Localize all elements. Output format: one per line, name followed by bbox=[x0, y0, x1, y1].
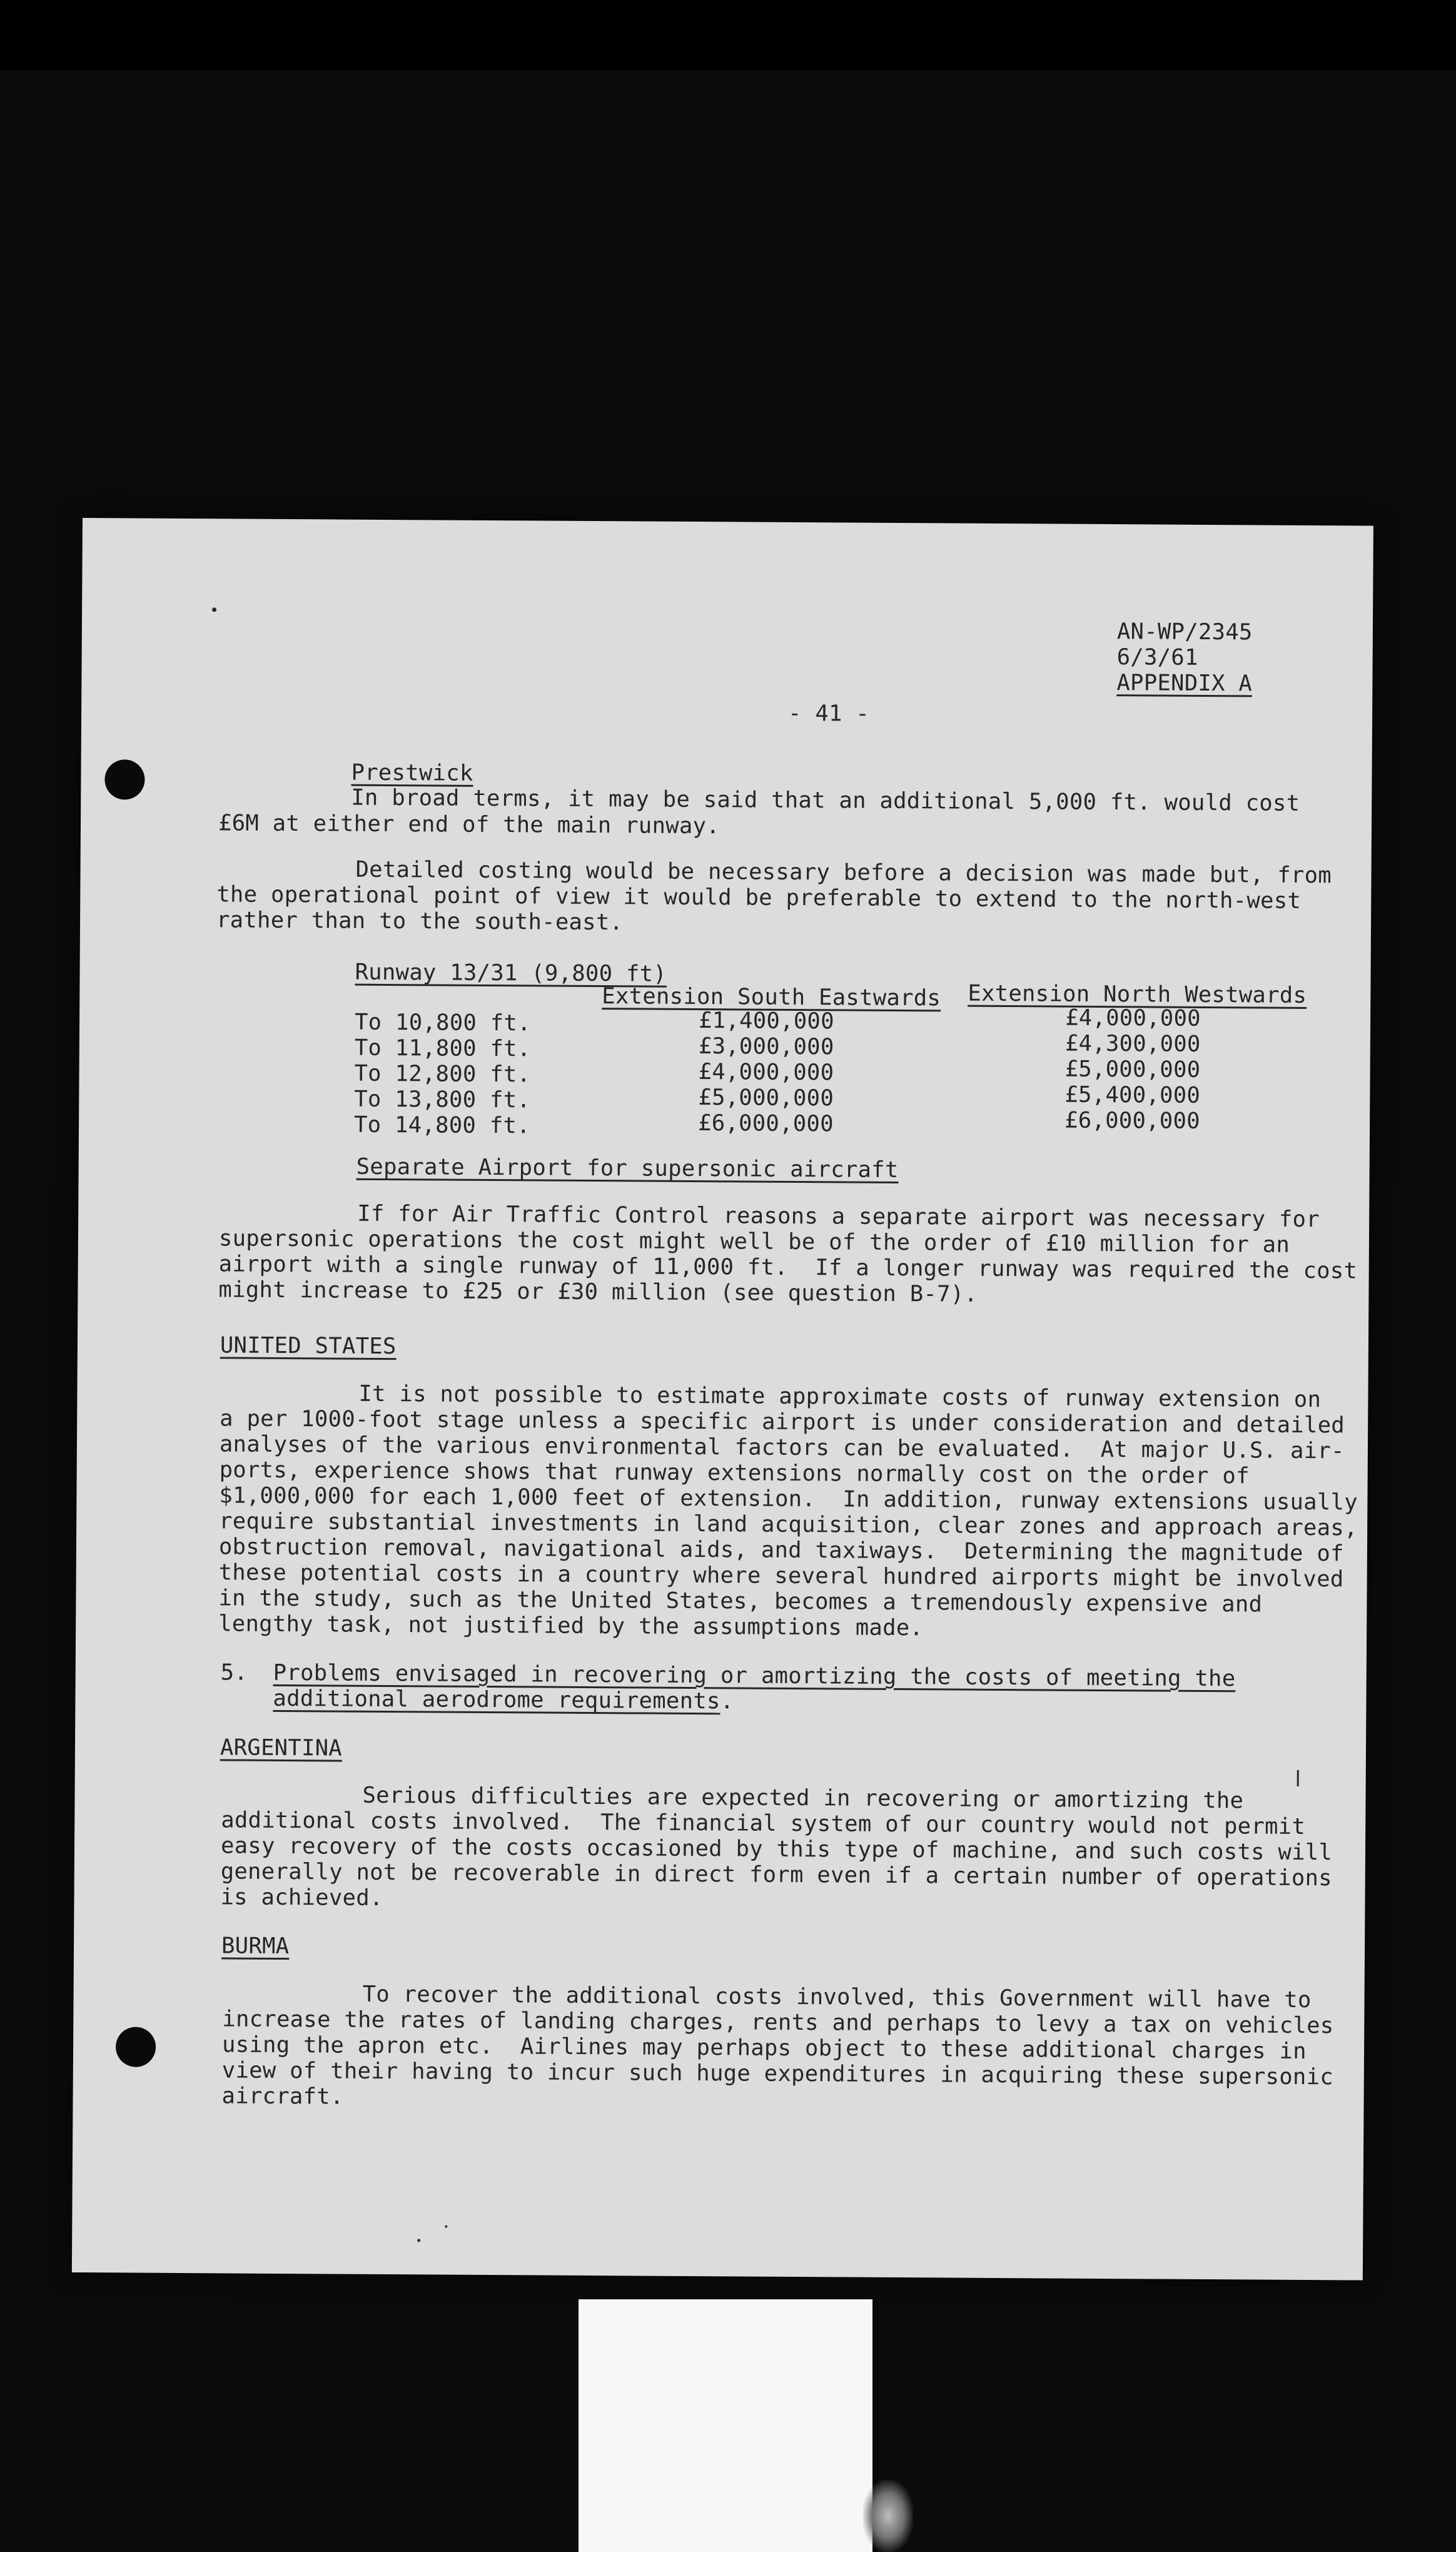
section-5-title-line2-text: additional aerodrome requirements bbox=[273, 1685, 720, 1714]
burma-line: using the apron etc. Airlines may perhaps object to these additional charges in bbox=[221, 2032, 1307, 2064]
argentina-line: easy recovery of the costs occasioned by this type of machine, and such costs will bbox=[220, 1833, 1333, 1866]
white-card bbox=[579, 2299, 872, 2552]
section-5-title-end: . bbox=[720, 1688, 734, 1714]
document-reference: AN-WP/2345 bbox=[1116, 619, 1253, 646]
runway-row-south: £1,400,000 bbox=[698, 1008, 834, 1035]
united-states-line: a per 1000-foot stage unless a specific airport is under consideration and detailed bbox=[220, 1405, 1345, 1439]
runway-row-south: £4,000,000 bbox=[698, 1059, 834, 1086]
argentina-line: is achieved. bbox=[220, 1884, 383, 1911]
runway-row-north: £4,000,000 bbox=[1065, 1005, 1201, 1031]
punch-hole-bottom bbox=[116, 2027, 156, 2067]
prestwick-para2-line2: the operational point of view it would be preferable to extend to the north-west bbox=[216, 881, 1302, 914]
argentina-line: Serious difficulties are expected in recovering or amortizing the bbox=[362, 1782, 1244, 1814]
argentina-line: generally not be recoverable in direct form even if a certain number of operations bbox=[220, 1858, 1333, 1891]
runway-col-south-header: Extension South Eastwards bbox=[602, 983, 941, 1011]
separate-airport-line3: airport with a single runway of 11,000 ft. If a longer runway was required the cost bbox=[218, 1251, 1358, 1284]
appendix-label: APPENDIX A bbox=[1116, 670, 1253, 697]
united-states-line: require substantial investments in land acquisition, clear zones and approach areas, bbox=[219, 1508, 1358, 1541]
separate-airport-line4: might increase to £25 or £30 million (see question B-7). bbox=[218, 1277, 978, 1307]
separate-airport-line1: If for Air Traffic Control reasons a separate airport was necessary for bbox=[357, 1200, 1320, 1233]
prestwick-para2-line1: Detailed costing would be necessary before a decision was made but, from bbox=[355, 856, 1332, 889]
document-page bbox=[72, 518, 1373, 2281]
prestwick-para1-line1: In broad terms, it may be said that an additional 5,000 ft. would cost bbox=[351, 784, 1300, 816]
runway-row-label: To 14,800 ft. bbox=[353, 1111, 530, 1139]
page-number: - 41 - bbox=[787, 700, 870, 727]
united-states-line: ports, experience shows that runway extensions normally cost on the order of bbox=[219, 1457, 1250, 1489]
united-states-line: these potential costs in a country where several hundred airports might be involved bbox=[218, 1559, 1344, 1592]
runway-row-label: To 10,800 ft. bbox=[354, 1009, 531, 1036]
runway-row-south: £5,000,000 bbox=[698, 1085, 834, 1111]
burma-line: increase the rates of landing charges, rents and perhaps to levy a tax on vehicles bbox=[222, 2006, 1334, 2039]
united-states-heading: UNITED STATES bbox=[220, 1332, 397, 1360]
scan-top-band bbox=[0, 0, 1456, 70]
section-5-number: 5. bbox=[220, 1659, 248, 1686]
united-states-line: It is not possible to estimate approximate costs of runway extension on bbox=[358, 1380, 1322, 1413]
prestwick-para2-line3: rather than to the south-east. bbox=[216, 907, 624, 936]
prestwick-para1-line2: £6M at either end of the main runway. bbox=[218, 810, 720, 839]
scan-smudge bbox=[863, 2480, 913, 2552]
section-5-title-line2 bbox=[273, 1686, 734, 1714]
burma-line: aircraft. bbox=[221, 2083, 344, 2110]
runway-row-north: £5,400,000 bbox=[1064, 1081, 1201, 1108]
runway-row-north: £5,000,000 bbox=[1064, 1056, 1201, 1083]
runway-table-title: Runway 13/31 (9,800 ft) bbox=[355, 959, 667, 987]
burma-line: To recover the additional costs involved, this Government will have to bbox=[362, 1981, 1312, 2013]
burma-line: view of their having to incur such huge expenditures in acquiring these supersonic bbox=[221, 2057, 1334, 2090]
burma-heading: BURMA bbox=[221, 1933, 290, 1960]
united-states-line: $1,000,000 for each 1,000 feet of extension. In addition, runway extensions usually bbox=[219, 1482, 1358, 1516]
argentina-heading: ARGENTINA bbox=[220, 1734, 343, 1761]
united-states-line: analyses of the various environmental factors can be evaluated. At major U.S. air- bbox=[219, 1431, 1345, 1464]
runway-row-label: To 13,800 ft. bbox=[354, 1086, 531, 1113]
united-states-line: lengthy task, not justified by the assumptions made. bbox=[218, 1611, 924, 1641]
prestwick-heading: Prestwick bbox=[351, 759, 473, 786]
stray-mark bbox=[417, 2239, 420, 2242]
separate-airport-line2: supersonic operations the cost might well be of the order of £10 million for an bbox=[218, 1225, 1290, 1258]
punch-hole-top bbox=[104, 759, 144, 799]
runway-row-north: £4,300,000 bbox=[1064, 1030, 1201, 1057]
runway-row-north: £6,000,000 bbox=[1064, 1107, 1201, 1134]
stray-mark bbox=[445, 2225, 447, 2228]
runway-col-north-header: Extension North Westwards bbox=[968, 980, 1307, 1008]
document-date: 6/3/61 bbox=[1116, 644, 1198, 671]
united-states-line: in the study, such as the United States, becomes a tremendously expensive and bbox=[218, 1585, 1263, 1618]
runway-row-south: £6,000,000 bbox=[697, 1110, 834, 1137]
stray-dot bbox=[212, 607, 216, 612]
margin-tick bbox=[1297, 1770, 1299, 1786]
argentina-line: additional costs involved. The financial system of our country would not permit bbox=[221, 1807, 1306, 1840]
runway-row-south: £3,000,000 bbox=[698, 1033, 834, 1060]
runway-row-label: To 12,800 ft. bbox=[354, 1060, 531, 1088]
separate-airport-heading: Separate Airport for supersonic aircraft bbox=[356, 1153, 899, 1183]
section-5-title-line1: Problems envisaged in recovering or amortizing the costs of meeting the bbox=[273, 1659, 1236, 1692]
runway-row-label: To 11,800 ft. bbox=[354, 1035, 531, 1062]
united-states-line: obstruction removal, navigational aids, and taxiways. Determining the magnitude of bbox=[218, 1534, 1344, 1567]
